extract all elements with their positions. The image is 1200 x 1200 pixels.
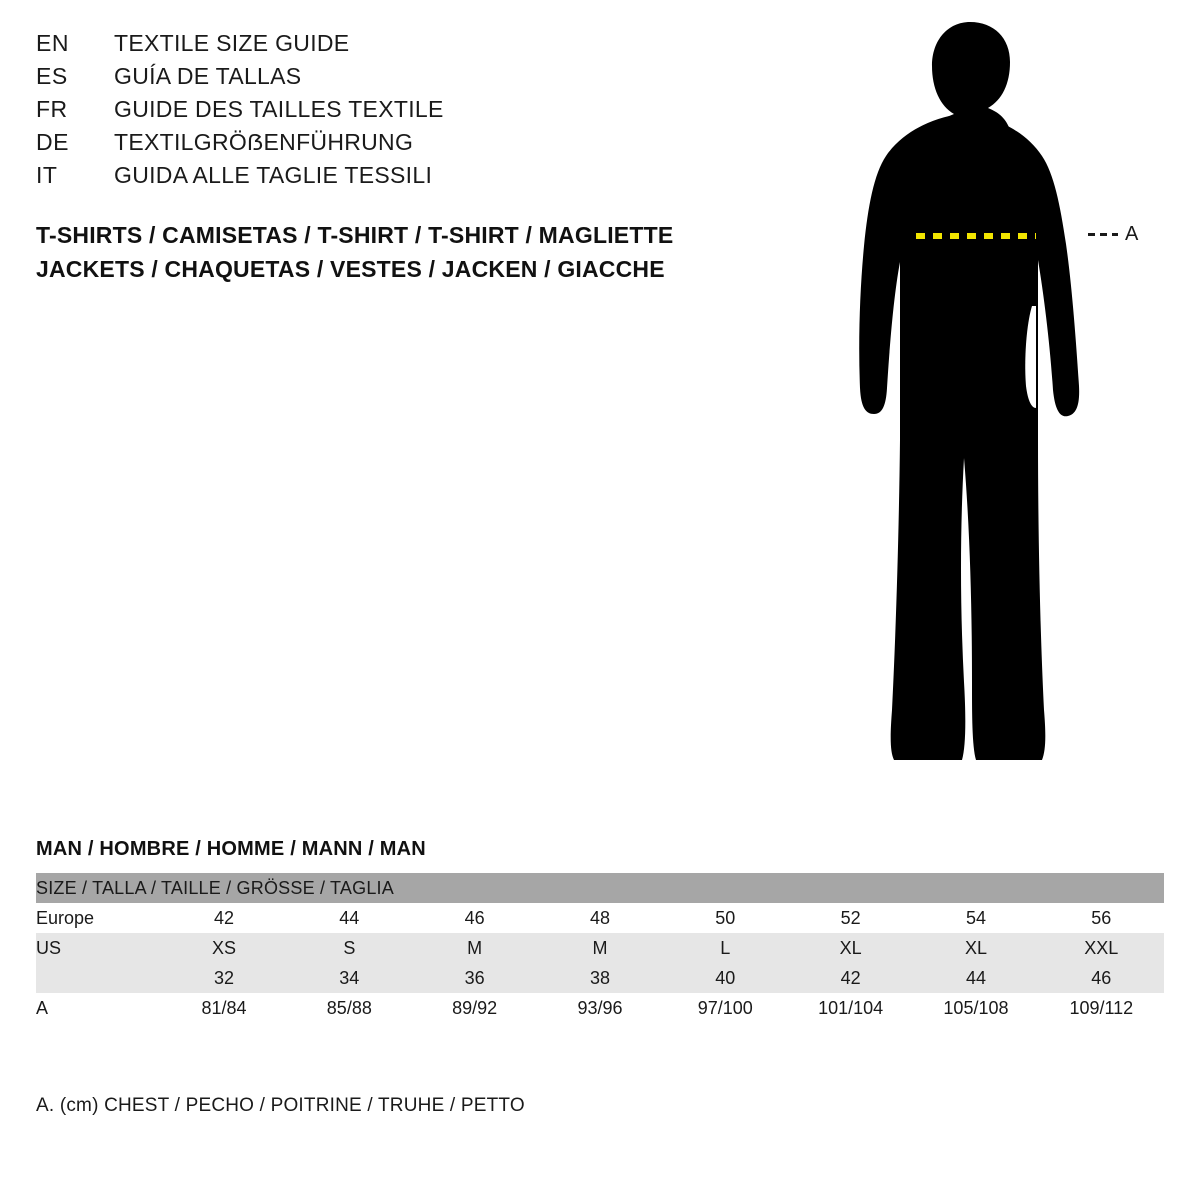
language-row bbox=[36, 30, 756, 63]
cell-value: 89/92 bbox=[412, 993, 537, 1023]
cell-value: 46 bbox=[1039, 963, 1164, 993]
row-label: Europe bbox=[36, 903, 161, 933]
measurement-footnote: A. (cm) CHEST / PECHO / POITRINE / TRUHE / PETTO bbox=[36, 1095, 525, 1116]
cell-value: 105/108 bbox=[913, 993, 1038, 1023]
cell-value: 44 bbox=[287, 903, 412, 933]
language-code: DE bbox=[36, 129, 69, 155]
cell-value: 109/112 bbox=[1039, 993, 1164, 1023]
language-row bbox=[36, 129, 756, 162]
chest-measure-leader-dashes bbox=[1088, 233, 1118, 236]
language-row bbox=[36, 96, 756, 129]
language-title: TEXTILGRÖẞENFÜHRUNG bbox=[114, 129, 414, 155]
row-label: A bbox=[36, 993, 161, 1023]
row-label: US bbox=[36, 933, 161, 963]
cell-value: 34 bbox=[287, 963, 412, 993]
cell-value: XXL bbox=[1039, 933, 1164, 963]
cell-value: M bbox=[412, 933, 537, 963]
cell-value: 36 bbox=[412, 963, 537, 993]
size-table-title: MAN / HOMBRE / HOMME / MANN / MAN bbox=[36, 838, 426, 860]
cell-value: 52 bbox=[788, 903, 913, 933]
cell-value: 42 bbox=[161, 903, 286, 933]
garment-category-jackets: JACKETS / CHAQUETAS / VESTES / JACKEN / GIACCHE bbox=[36, 256, 665, 282]
cell-value: 56 bbox=[1039, 903, 1164, 933]
size-table bbox=[36, 873, 1164, 1023]
language-title-list bbox=[36, 30, 756, 195]
cell-value: L bbox=[663, 933, 788, 963]
table-row bbox=[36, 963, 1164, 993]
cell-value: 54 bbox=[913, 903, 1038, 933]
body-silhouette-figure bbox=[820, 10, 1180, 800]
chest-measure-line bbox=[820, 10, 1180, 800]
cell-value: 42 bbox=[788, 963, 913, 993]
language-title: GUÍA DE TALLAS bbox=[114, 63, 302, 89]
language-code: IT bbox=[36, 162, 58, 188]
cell-value: 48 bbox=[537, 903, 662, 933]
language-code: EN bbox=[36, 30, 69, 56]
language-row bbox=[36, 162, 756, 195]
language-title: GUIDE DES TAILLES TEXTILE bbox=[114, 96, 444, 122]
cell-value: 93/96 bbox=[537, 993, 662, 1023]
cell-value: XL bbox=[913, 933, 1038, 963]
language-code: FR bbox=[36, 96, 68, 122]
cell-value: 32 bbox=[161, 963, 286, 993]
language-row bbox=[36, 63, 756, 96]
cell-value: 38 bbox=[537, 963, 662, 993]
language-title: GUIDA ALLE TAGLIE TESSILI bbox=[114, 162, 433, 188]
cell-value: 81/84 bbox=[161, 993, 286, 1023]
cell-value: 44 bbox=[913, 963, 1038, 993]
cell-value: XS bbox=[161, 933, 286, 963]
cell-value: 40 bbox=[663, 963, 788, 993]
cell-value: 85/88 bbox=[287, 993, 412, 1023]
size-table-section bbox=[36, 838, 1164, 1023]
garment-category-list bbox=[36, 218, 796, 286]
cell-value: M bbox=[537, 933, 662, 963]
cell-value: S bbox=[287, 933, 412, 963]
row-label bbox=[36, 963, 161, 993]
cell-value: 97/100 bbox=[663, 993, 788, 1023]
table-row bbox=[36, 903, 1164, 933]
size-table-header-label: SIZE / TALLA / TAILLE / GRÖSSE / TAGLIA bbox=[36, 873, 1164, 903]
cell-value: 101/104 bbox=[788, 993, 913, 1023]
chest-measure-label: A bbox=[1125, 223, 1139, 245]
table-row bbox=[36, 993, 1164, 1023]
cell-value: XL bbox=[788, 933, 913, 963]
table-row bbox=[36, 933, 1164, 963]
language-title: TEXTILE SIZE GUIDE bbox=[114, 30, 350, 56]
garment-category-tshirts: T-SHIRTS / CAMISETAS / T-SHIRT / T-SHIRT / MAGLIETTE bbox=[36, 222, 674, 248]
table-header-row bbox=[36, 873, 1164, 903]
cell-value: 50 bbox=[663, 903, 788, 933]
language-code: ES bbox=[36, 63, 68, 89]
cell-value: 46 bbox=[412, 903, 537, 933]
